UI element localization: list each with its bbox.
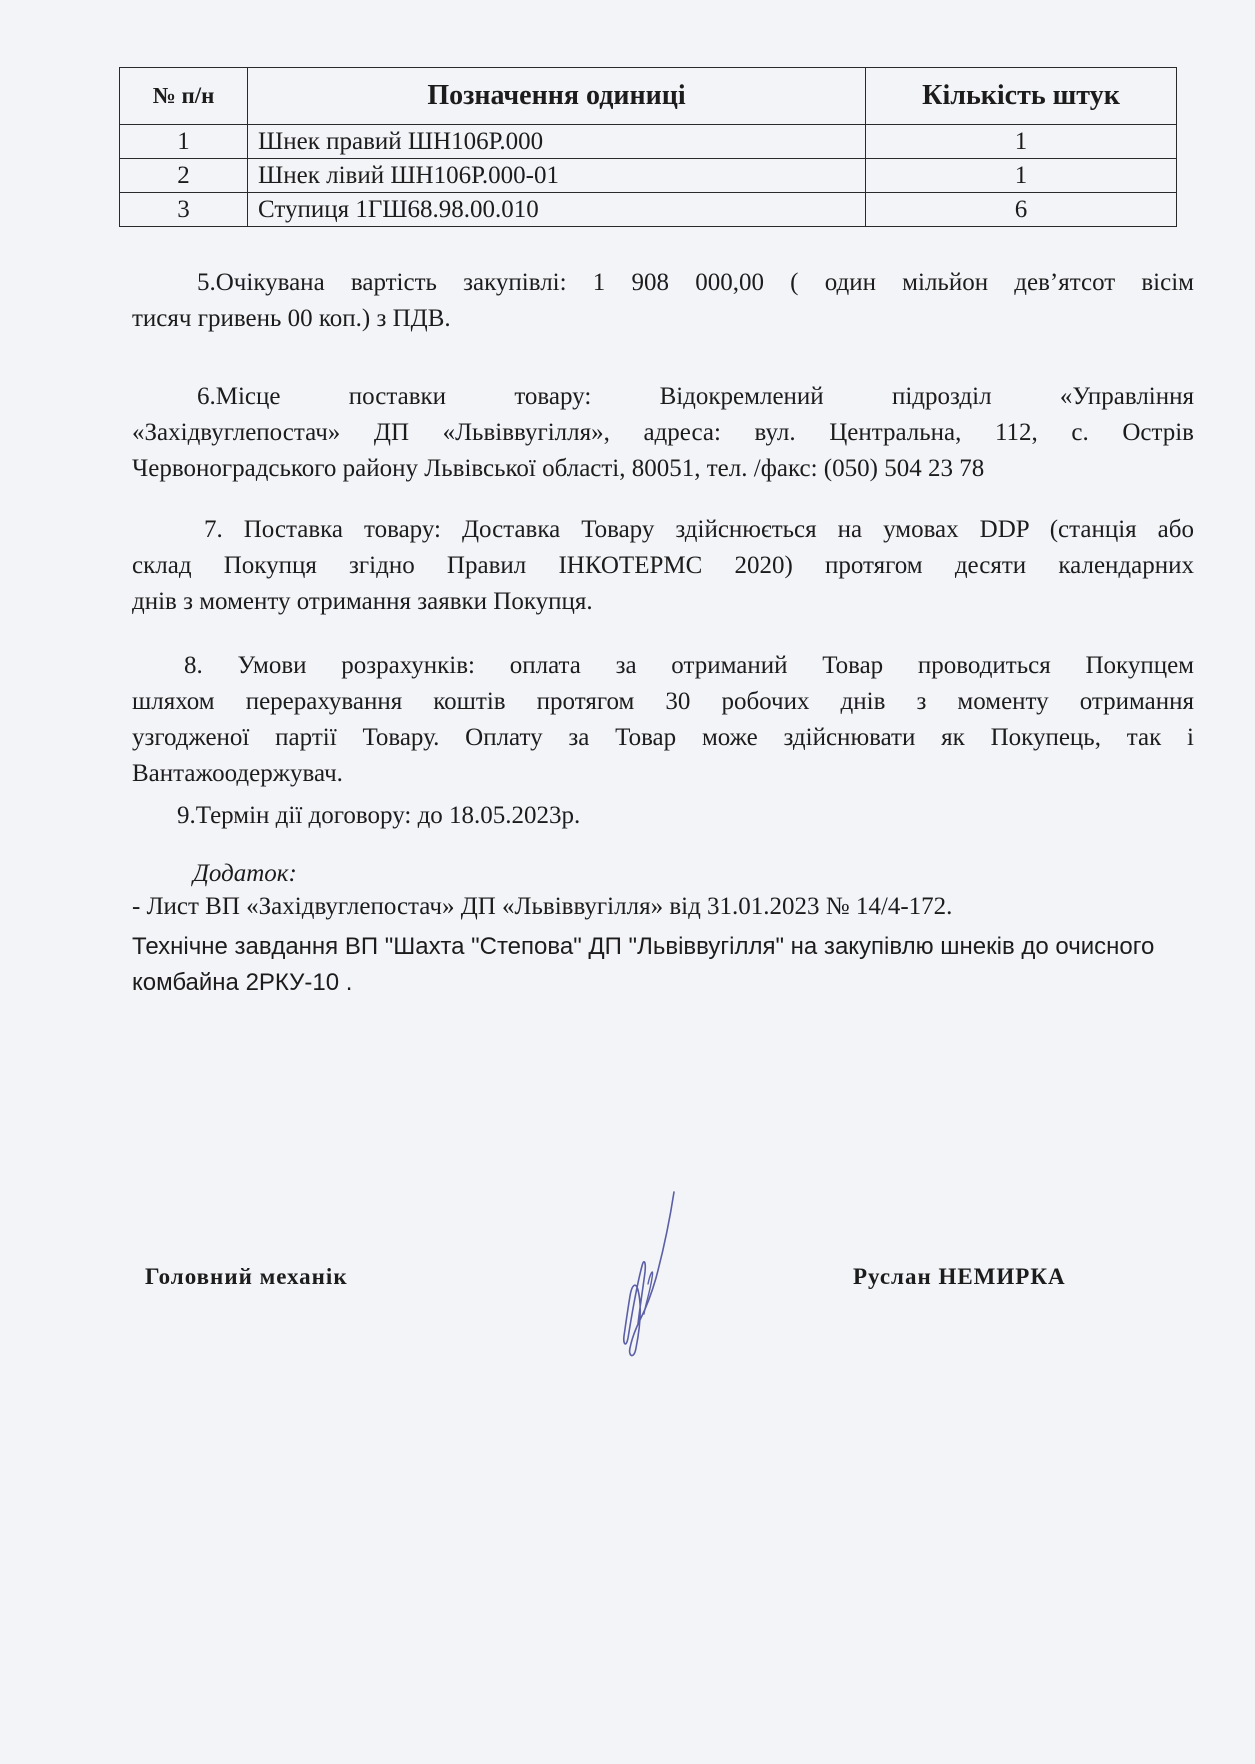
paragraph-line: 6.Місце поставки товару: Відокремлений підрозділ «Управління — [197, 383, 1194, 410]
items-table — [119, 67, 1177, 227]
paragraph-line: тисяч гривень 00 коп.) з ПДВ. — [132, 305, 451, 332]
handwritten-signature — [612, 1188, 682, 1364]
paragraph-delivery-place — [132, 379, 1194, 487]
table-cell: Ступиця 1ГШ68.98.00.010 — [248, 193, 866, 227]
paragraph-term — [132, 798, 1194, 834]
table-header-cell: № п/н — [120, 68, 248, 125]
table-header-row — [120, 68, 1177, 125]
paragraph-line: 5.Очікувана вартість закупівлі: 1 908 000,00 ( один мільйон дев’ятсот вісім — [197, 269, 1194, 296]
paragraph-line: склад Покупця згідно Правил ІНКОТЕРМС 2020) протягом десяти календарних — [132, 552, 1194, 579]
paragraph-line: Червоноградського району Львівської області, 80051, тел. /факс: (050) 504 23 78 — [132, 455, 985, 482]
table-row — [120, 125, 1177, 159]
table-row — [120, 159, 1177, 193]
signatory-position: Головний механік — [145, 1264, 348, 1289]
paragraph-delivery-terms — [132, 512, 1194, 620]
paragraph-payment-terms — [132, 648, 1194, 792]
attachment-item: - Лист ВП «Західвуглепостач» ДП «Львіввугілля» від 31.01.2023 № 14/4-172. — [132, 893, 953, 920]
table-row — [120, 193, 1177, 227]
table-cell: Шнек правий ШН106Р.000 — [248, 125, 866, 159]
table-cell: 3 — [120, 193, 248, 227]
paragraph-line: «Західвуглепостач» ДП «Львіввугілля», адреса: вул. Центральна, 112, с. Острів — [132, 419, 1194, 446]
paragraph-line: узгодженої партії Товару. Оплату за Товар може здійснювати як Покупець, так і — [132, 724, 1194, 751]
paragraph-line: шляхом перерахування коштів протягом 30 робочих днів з моменту отримання — [132, 688, 1194, 715]
paragraph-line: 8. Умови розрахунків: оплата за отриманий Товар проводиться Покупцем — [184, 652, 1194, 679]
table-cell: 1 — [866, 159, 1177, 193]
paragraph-line: Вантажоодержувач. — [132, 760, 343, 787]
table-cell: 1 — [120, 125, 248, 159]
table-cell: 1 — [866, 125, 1177, 159]
paragraph-line: 9.Термін дії договору: до 18.05.2023р. — [177, 802, 581, 829]
table-cell: 6 — [866, 193, 1177, 227]
table-cell: Шнек лівий ШН106Р.000-01 — [248, 159, 866, 193]
attachment-item: Технічне завдання ВП "Шахта "Степова" ДП "Львіввугілля" на закупівлю шнеків до очисного комбайна 2РКУ-10 . — [132, 933, 1155, 996]
attachment-title: Додаток: — [193, 860, 297, 887]
paragraph-line: 7. Поставка товару: Доставка Товару здійснюється на умовах DDP (станція або — [204, 516, 1194, 543]
paragraph-cost — [132, 265, 1194, 337]
paragraph-line: днів з моменту отримання заявки Покупця. — [132, 588, 593, 615]
table-header-cell: Позначення одиниці — [248, 68, 866, 125]
signatory-name: Руслан НЕМИРКА — [853, 1264, 1066, 1289]
table-cell: 2 — [120, 159, 248, 193]
table-header-cell: Кількість штук — [866, 68, 1177, 125]
